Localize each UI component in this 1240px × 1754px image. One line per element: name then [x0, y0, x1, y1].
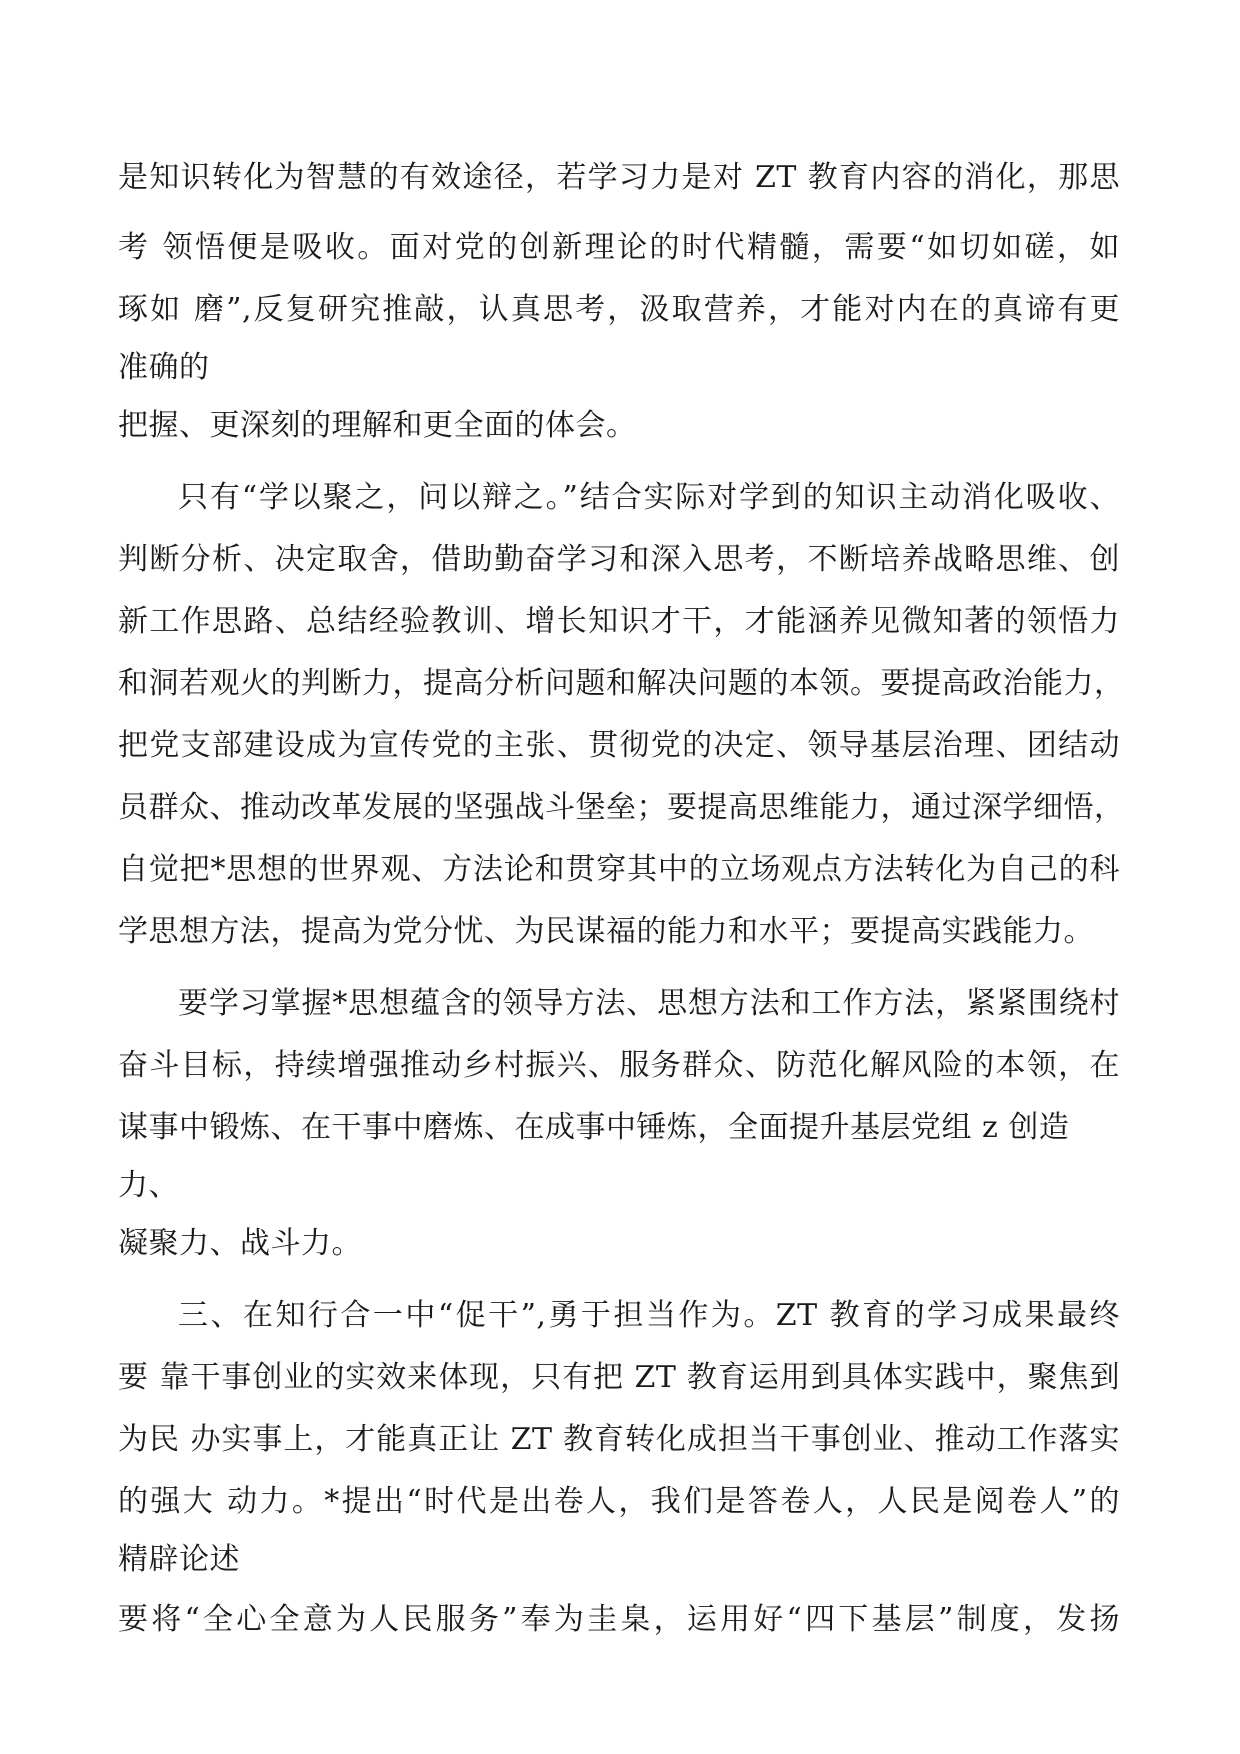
text-line-20: 要 靠干事创业的实效来体现，只有把 ZT 教育运用到具体实践中，聚焦到	[118, 1360, 1120, 1395]
text-line-7: 判断分析、决定取舍，借助勤奋学习和深入思考，不断培养战略思维、创	[118, 542, 1120, 577]
text-line-15: 奋斗目标，持续增强推动乡村振兴、服务群众、防范化解风险的本领，在	[118, 1048, 1120, 1083]
paragraph-start-line: 三、在知行合一中“促干”,勇于担当作为。ZT 教育的学习成果最终	[178, 1298, 1120, 1333]
text-line-16: 谋事中锻炼、在干事中磨炼、在成事中锤炼，全面提升基层党组 z 创造	[118, 1110, 1070, 1145]
text-line-2: 考 领悟便是吸收。面对党的创新理论的时代精髓，需要“如切如磋，如	[118, 230, 1120, 265]
text-line-12: 自觉把*思想的世界观、方法论和贯穿其中的立场观点方法转化为自己的科	[118, 852, 1120, 887]
text-line-23: 精辟论述	[118, 1542, 240, 1577]
paragraph-start-line: 只有“学以聚之，问以辩之。”结合实际对学到的知识主动消化吸收、	[178, 480, 1120, 515]
text-line-18: 凝聚力、战斗力。	[118, 1226, 362, 1261]
text-line-4: 准确的	[118, 350, 210, 385]
text-line-3: 琢如 磨”,反复研究推敲，认真思考，汲取营养，才能对内在的真谛有更	[118, 292, 1120, 327]
text-line-21: 为民 办实事上，才能真正让 ZT 教育转化成担当干事创业、推动工作落实	[118, 1422, 1120, 1457]
text-line-5: 把握、更深刻的理解和更全面的体会。	[118, 408, 637, 443]
text-line-11: 员群众、推动改革发展的坚强战斗堡垒；要提高思维能力，通过深学细悟，	[118, 790, 1125, 825]
text-line-8: 新工作思路、总结经验教训、增长知识才干，才能涵养见微知著的领悟力	[118, 604, 1120, 639]
text-line-17: 力、	[118, 1168, 179, 1203]
paragraph-start-line: 要学习掌握*思想蕴含的领导方法、思想方法和工作方法，紧紧围绕村	[178, 986, 1120, 1021]
text-line-22: 的强大 动力。*提出“时代是出卷人，我们是答卷人，人民是阅卷人”的	[118, 1484, 1120, 1519]
text-line-13: 学思想方法，提高为党分忧、为民谋福的能力和水平；要提高实践能力。	[118, 914, 1094, 949]
text-line-10: 把党支部建设成为宣传党的主张、贯彻党的决定、领导基层治理、团结动	[118, 728, 1120, 763]
text-line-24: 要将“全心全意为人民服务”奉为圭臬，运用好“四下基层”制度，发扬	[118, 1602, 1120, 1637]
text-line-9: 和洞若观火的判断力，提高分析问题和解决问题的本领。要提高政治能力，	[118, 666, 1125, 701]
text-line-1: 是知识转化为智慧的有效途径，若学习力是对 ZT 教育内容的消化，那思	[118, 160, 1120, 195]
